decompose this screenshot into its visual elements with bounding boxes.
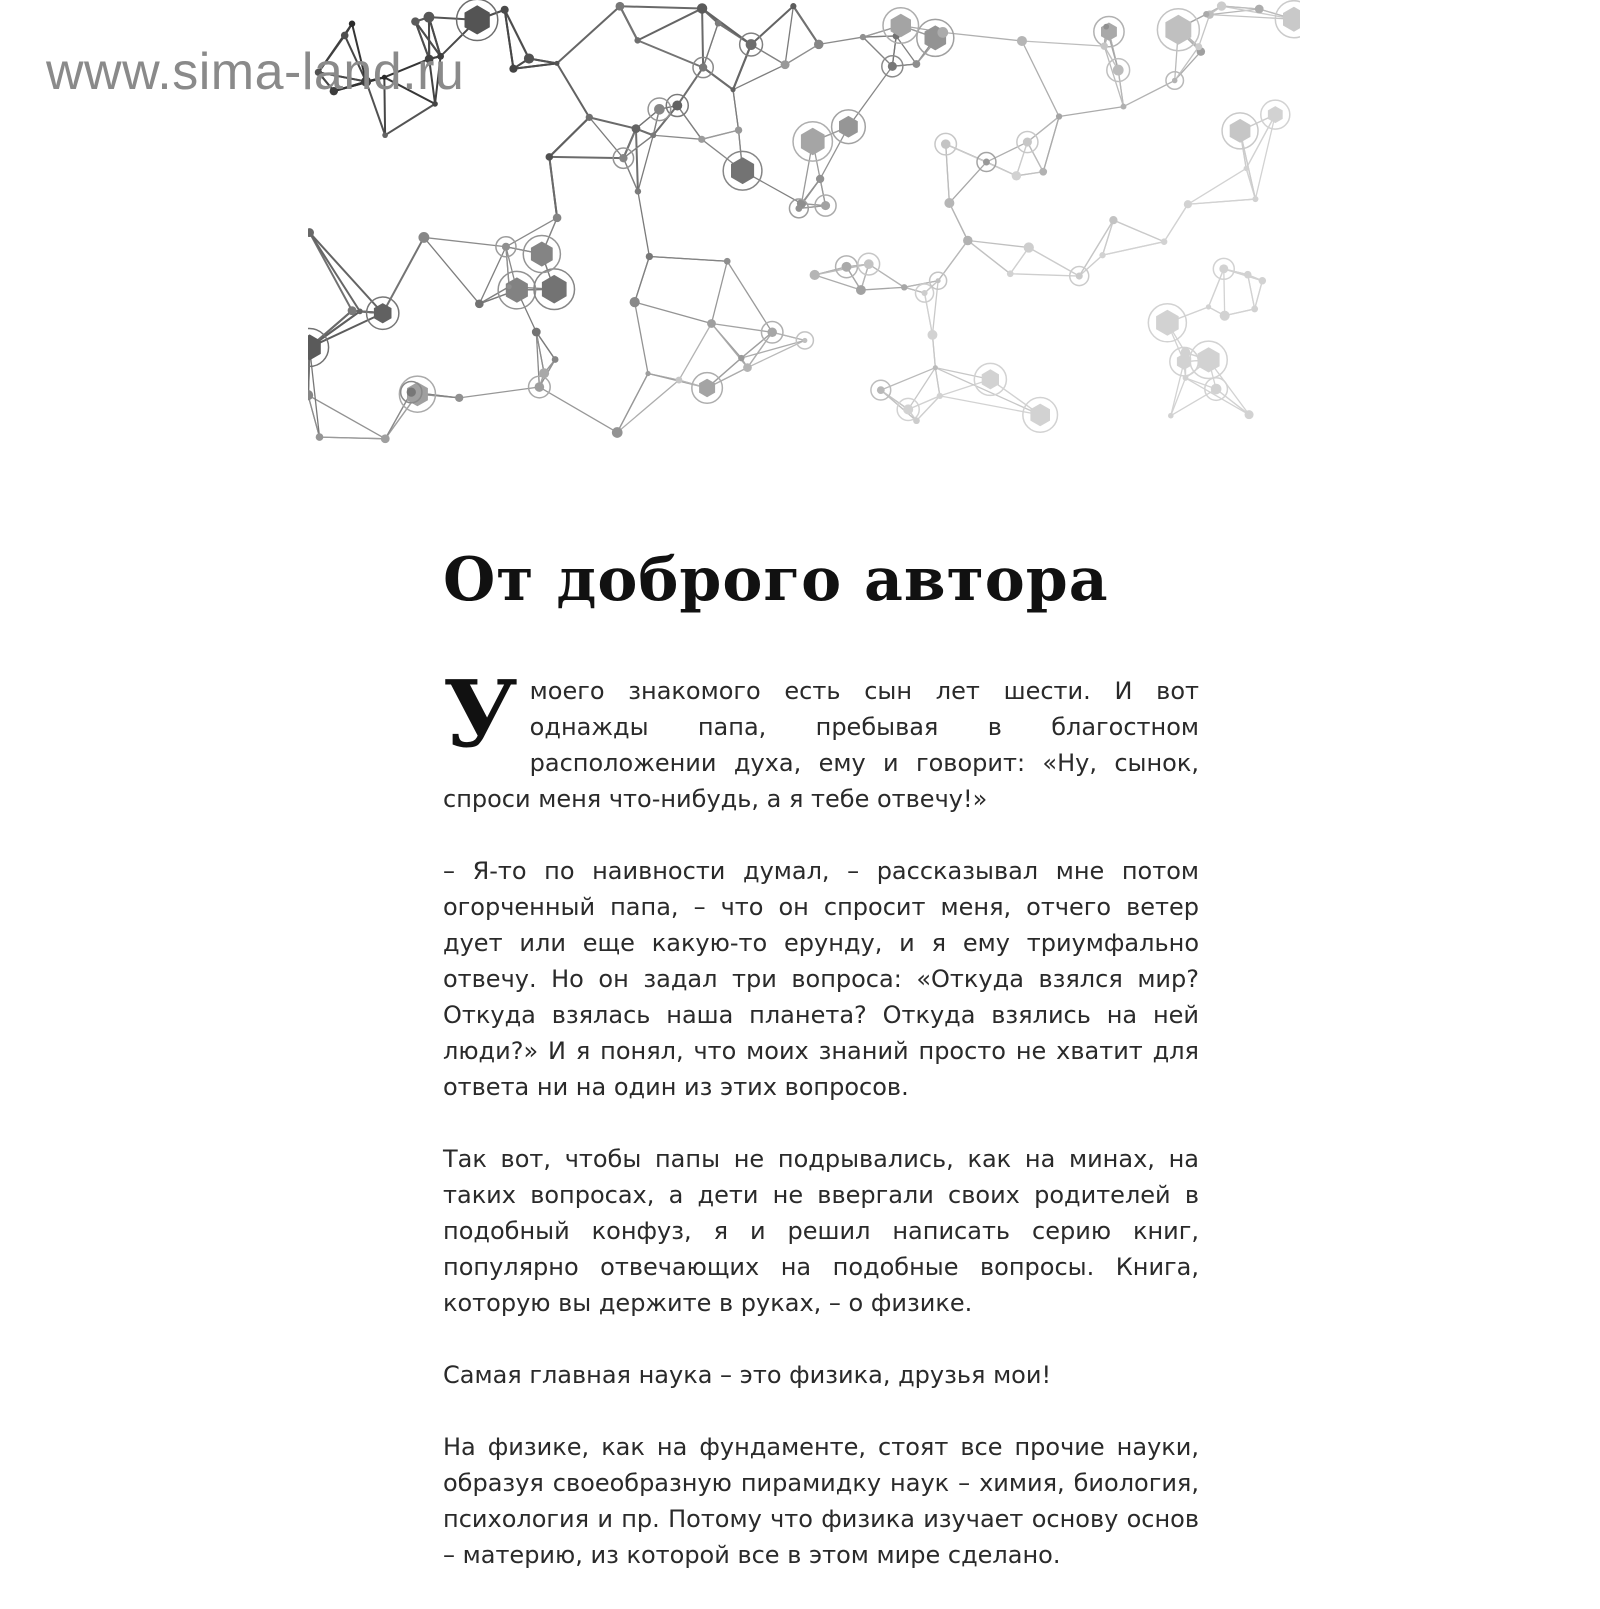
network-node — [821, 201, 830, 210]
network-node — [455, 394, 463, 402]
network-node — [842, 262, 852, 272]
network-link — [653, 135, 701, 139]
network-node — [632, 124, 641, 133]
network-node — [1206, 304, 1211, 309]
network-node — [715, 20, 722, 27]
network-node — [1030, 404, 1050, 427]
network-link — [861, 287, 904, 290]
network-node — [357, 308, 363, 314]
network-node — [767, 328, 777, 338]
network-link — [946, 144, 950, 203]
network-node — [1251, 306, 1258, 313]
network-node — [645, 371, 650, 376]
network-node — [532, 328, 541, 337]
network-link — [1118, 70, 1123, 107]
network-node — [1283, 7, 1300, 32]
network-node — [531, 242, 553, 267]
network-node — [912, 60, 920, 68]
network-node — [1203, 11, 1209, 17]
network-node — [1198, 347, 1220, 372]
network-node — [316, 433, 324, 441]
network-link — [815, 275, 861, 290]
network-link — [863, 37, 892, 66]
network-node — [731, 157, 754, 184]
chapter-title: От доброго автора — [443, 545, 1199, 615]
network-link — [702, 130, 739, 139]
network-node — [790, 3, 796, 9]
network-link — [383, 237, 424, 313]
network-link — [938, 241, 968, 281]
paragraph: Самая главная наука – это физика, друзья мои! — [443, 1357, 1199, 1393]
network-node — [1113, 65, 1124, 76]
network-link — [1255, 281, 1263, 309]
network-link — [649, 256, 727, 261]
network-node — [1220, 311, 1230, 321]
network-node — [1109, 216, 1117, 224]
network-link — [320, 437, 386, 439]
network-link — [949, 162, 986, 203]
network-link — [1113, 220, 1164, 242]
network-link — [1171, 389, 1216, 416]
network-link — [711, 261, 727, 323]
network-node — [1017, 36, 1027, 46]
network-node — [1219, 264, 1228, 273]
network-link — [549, 117, 589, 156]
network-link — [1043, 117, 1059, 172]
network-node — [927, 330, 937, 340]
network-link — [308, 395, 385, 439]
network-link — [506, 218, 557, 247]
network-link — [943, 32, 1022, 41]
network-node — [308, 390, 313, 400]
network-link — [638, 191, 649, 256]
network-link — [635, 302, 712, 323]
paragraph: На физике, как на фундаменте, стоят все прочие науки, образуя своеобразную пирамидку наук – химия, биология, психология и пр. Потому что физика изучает основу основ – материю, из которой все в этом мире сделано. — [443, 1429, 1199, 1573]
network-node — [475, 299, 484, 308]
network-node — [810, 270, 820, 280]
network-node — [612, 427, 623, 438]
network-node — [348, 306, 357, 315]
network-link — [549, 157, 557, 218]
network-link — [1059, 107, 1123, 117]
network-link — [881, 368, 936, 390]
network-node — [1007, 270, 1014, 277]
network-node — [1255, 5, 1264, 14]
network-node — [1172, 78, 1178, 84]
network-link — [1103, 242, 1165, 255]
network-link — [793, 6, 818, 44]
network-link — [1027, 142, 1043, 172]
network-node — [619, 154, 627, 162]
network-node — [672, 101, 682, 111]
network-node — [921, 290, 927, 296]
network-link — [869, 264, 904, 287]
network-node — [535, 382, 545, 392]
network-link — [1175, 52, 1201, 81]
network-node — [1217, 1, 1226, 10]
network-node — [539, 368, 549, 378]
network-link — [557, 63, 589, 117]
network-link — [1199, 15, 1210, 47]
first-paragraph-text: моего знакомого есть сын лет шести. И вот однажды папа, пребывая в благостном расположении духа, ему и говорит: «Ну, сынок, спроси меня что-нибудь, а я тебе отвечу!» — [443, 677, 1199, 813]
network-link — [677, 67, 703, 105]
network-node — [553, 214, 562, 223]
network-node — [983, 159, 990, 166]
network-link — [935, 368, 939, 396]
network-link — [1188, 199, 1256, 204]
network-link — [949, 203, 967, 241]
network-node — [411, 17, 419, 25]
network-node — [1024, 242, 1034, 252]
network-node — [913, 417, 920, 424]
network-node — [341, 32, 349, 40]
network-node — [1211, 384, 1222, 395]
network-node — [630, 297, 640, 307]
network-link — [636, 129, 638, 192]
network-node — [650, 132, 656, 138]
network-node — [616, 2, 625, 11]
network-node — [1180, 348, 1190, 358]
network-node — [697, 3, 707, 13]
network-link — [785, 6, 793, 65]
network-node — [1023, 138, 1032, 147]
network-node — [635, 188, 641, 194]
network-node — [676, 377, 683, 384]
network-link — [1185, 378, 1249, 415]
network-link — [385, 104, 435, 135]
network-node — [901, 284, 907, 290]
network-node — [937, 393, 943, 399]
chapter-content — [443, 545, 1199, 1609]
network-node — [1252, 196, 1258, 202]
network-link — [617, 380, 679, 432]
network-link — [620, 6, 638, 40]
network-link — [424, 237, 506, 246]
network-node — [382, 132, 388, 138]
network-link — [310, 233, 360, 312]
network-node — [864, 259, 874, 269]
network-node — [1184, 200, 1192, 208]
network-node — [699, 63, 707, 71]
network-link — [638, 8, 703, 40]
network-link — [968, 241, 1010, 274]
network-node — [743, 363, 752, 372]
network-node — [746, 39, 757, 50]
network-node — [381, 434, 390, 443]
network-node — [781, 60, 790, 69]
network-node — [418, 232, 429, 243]
network-node — [501, 6, 509, 14]
network-link — [1188, 168, 1246, 204]
network-link — [677, 106, 701, 140]
network-node — [963, 236, 973, 246]
network-link — [1022, 41, 1104, 46]
network-node — [982, 369, 999, 389]
network-link — [916, 396, 939, 421]
network-link — [819, 37, 863, 44]
network-node — [542, 275, 567, 304]
network-node — [1156, 310, 1179, 336]
network-node — [936, 278, 941, 283]
network-node — [730, 87, 735, 92]
network-node — [407, 388, 416, 397]
network-link — [733, 90, 738, 131]
network-node — [634, 37, 640, 43]
network-node — [586, 114, 593, 121]
network-node — [839, 116, 858, 138]
network-link — [635, 256, 650, 302]
network-link — [892, 36, 896, 66]
network-node — [1012, 171, 1021, 180]
network-link — [1079, 255, 1102, 276]
network-node — [1168, 413, 1174, 419]
network-node — [424, 12, 435, 23]
network-link — [679, 324, 712, 381]
network-node — [860, 34, 866, 40]
network-node — [507, 284, 512, 289]
network-node — [802, 338, 807, 343]
network-link — [539, 387, 617, 432]
network-link — [946, 144, 1017, 176]
network-link — [1248, 275, 1255, 309]
network-node — [1039, 168, 1047, 176]
network-node — [1165, 15, 1191, 45]
network-node — [1244, 271, 1252, 279]
network-link — [702, 8, 751, 44]
network-node — [1259, 277, 1266, 284]
network-node — [814, 40, 824, 50]
network-link — [557, 6, 620, 63]
network-node — [856, 285, 866, 295]
network-node — [1268, 106, 1283, 123]
network-link — [751, 6, 793, 44]
network-node — [546, 153, 554, 161]
network-node — [795, 205, 802, 212]
network-link — [549, 157, 623, 158]
network-link — [727, 261, 772, 332]
network-link — [1164, 204, 1188, 241]
network-node — [816, 175, 824, 183]
network-node — [646, 253, 653, 260]
network-node — [888, 62, 897, 71]
watermark-text: www.sima-land.ru — [46, 42, 464, 102]
network-link — [589, 117, 636, 128]
network-node — [738, 355, 744, 361]
network-link — [459, 387, 539, 398]
first-paragraph — [443, 673, 1199, 817]
network-node — [1101, 23, 1117, 41]
network-node — [944, 198, 954, 208]
network-node — [724, 258, 731, 265]
network-link — [1029, 248, 1079, 277]
network-link — [638, 135, 653, 191]
network-node — [698, 136, 705, 143]
network-link — [1103, 220, 1114, 255]
network-node — [933, 365, 938, 370]
network-link — [703, 67, 733, 89]
paragraph: – Я-то по наивности думал, – рассказывал мне потом огорченный папа, – что он спросит меня, отчего ветер дует или еще какую-то ерунду, и я ему триумфально отвечу. Но он задал три вопроса: «Откуда взялся мир? Откуда взялась наша планета? Откуда взялись на ней люди?» И я понял, что моих знаний просто не хватит для ответа ни на один из этих вопросов. — [443, 853, 1199, 1105]
network-node — [699, 379, 715, 398]
network-link — [620, 6, 702, 8]
network-link — [617, 374, 648, 433]
network-link — [635, 302, 648, 373]
network-link — [702, 8, 703, 67]
network-node — [554, 61, 559, 66]
network-link — [1224, 269, 1225, 316]
network-node — [552, 356, 559, 363]
network-node — [1076, 273, 1083, 280]
network-node — [735, 126, 742, 133]
network-node — [1245, 410, 1254, 419]
network-node — [1244, 166, 1249, 171]
network-link — [785, 44, 819, 64]
network-node — [1103, 24, 1109, 30]
network-node — [654, 104, 665, 115]
network-node — [1056, 113, 1062, 119]
network-node — [1099, 252, 1105, 258]
network-link — [1175, 47, 1199, 81]
network-node — [509, 65, 517, 73]
network-node — [801, 128, 825, 155]
network-node — [877, 386, 885, 394]
network-link — [896, 36, 916, 64]
network-link — [1246, 115, 1275, 169]
network-link — [968, 241, 1029, 248]
network-node — [502, 243, 510, 251]
network-link — [1010, 274, 1079, 276]
network-link — [1224, 269, 1263, 281]
network-node — [349, 21, 355, 27]
drop-cap: У — [443, 679, 518, 749]
network-node — [1101, 42, 1108, 49]
network-node — [937, 27, 948, 38]
network-node — [903, 404, 913, 414]
network-node — [707, 319, 716, 328]
network-link — [623, 158, 638, 191]
network-link — [424, 237, 479, 303]
network-node — [1230, 119, 1251, 143]
network-link — [1027, 117, 1059, 143]
network-link — [1209, 269, 1224, 307]
network-node — [1195, 43, 1202, 50]
network-node — [1161, 238, 1168, 245]
network-link — [1022, 41, 1059, 117]
network-node — [524, 53, 534, 63]
paragraph: Так вот, чтобы папы не подрывались, как на минах, на таких вопросах, а дети не ввергали своих родителей в подобный конфуз, я и решил написать серию книг, популярно отвечающих на подобные вопросы. Книга, которую вы держите в руках, – о физике. — [443, 1141, 1199, 1321]
network-node — [1121, 104, 1127, 110]
network-node — [941, 139, 950, 148]
